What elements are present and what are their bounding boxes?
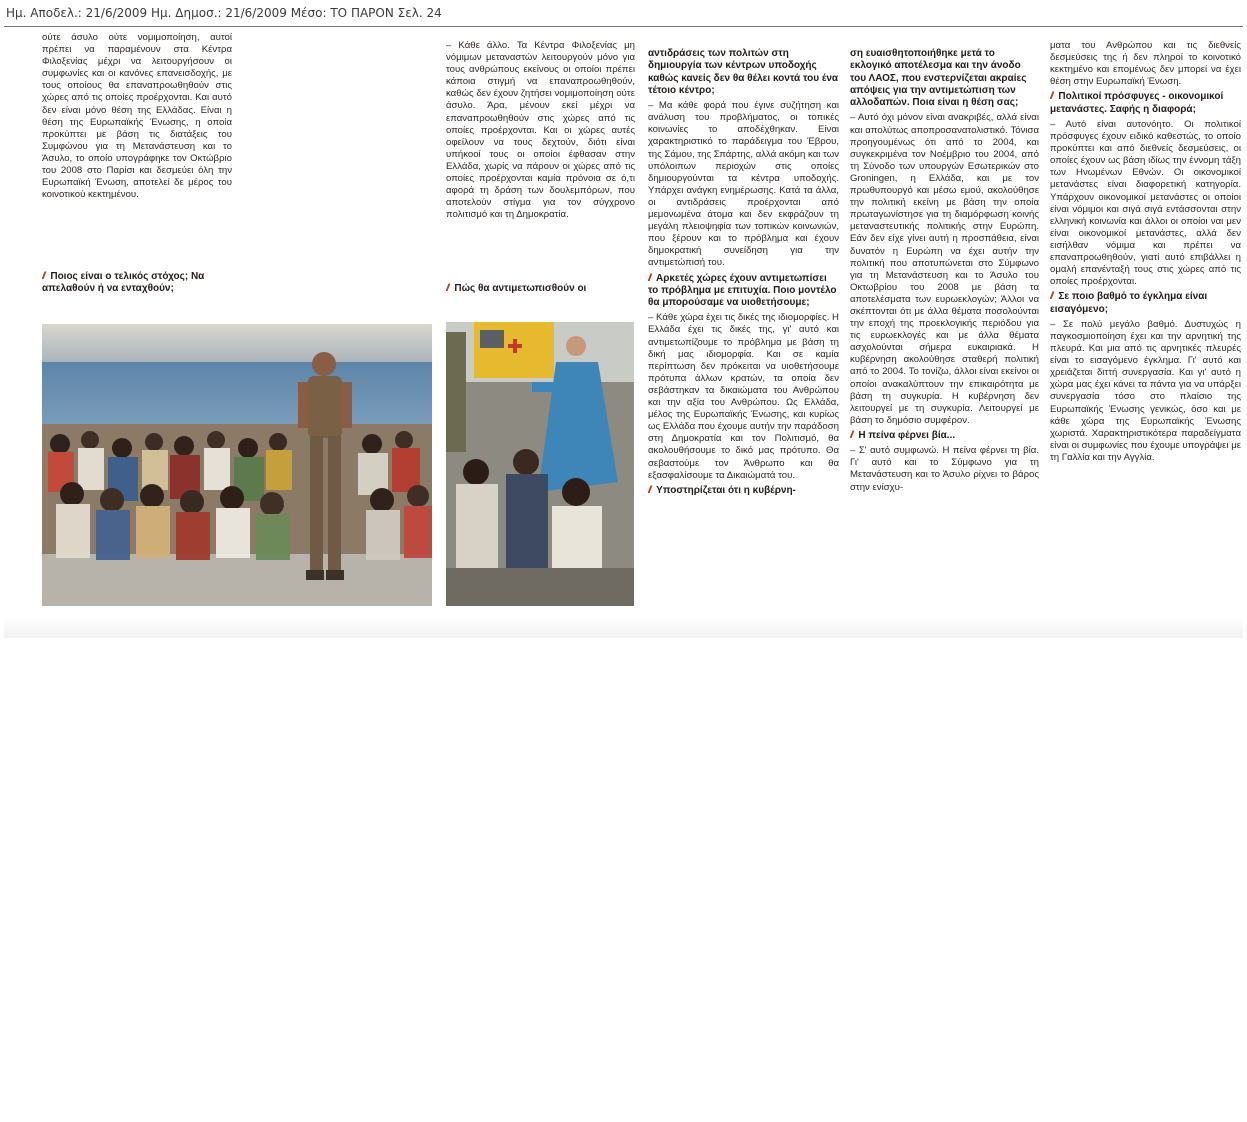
interview-question	[648, 485, 839, 497]
interview-question	[1050, 91, 1241, 116]
question-text: Σε ποιο βαθμό το έγκλημα είναι εισαγόμενο;	[1050, 291, 1208, 315]
interview-question	[446, 283, 635, 295]
paragraph: – Σε πολύ μεγάλο βαθμό. Δυστυχώς η παγκοσμιοποίηση έχει και την αρνητική της πλευρά. Και μια από τις αρνητικές πλευρές είναι το εισαγόμενο έγκλημα. Γι' αυτό και χρειάζεται διττή συνεργασία. Και γι' αυτό η χώρα μας έχει κάνει τα πάντα για να υπάρξει συνεργασία τόσο στο πλαίσιο της Ευρωπαϊκής Ένωσης γενικώς, όσο και με κάθε χώρα της Ευρωπαϊκής Ένωσης χωριστά. Χαρακτηριστικότερα παραδείγματα είναι οι συμφωνίες που έχουμε υπογράψει με τη Γαλλία και την Αγγλία.	[1050, 318, 1241, 463]
article-column-5	[1050, 40, 1241, 638]
paragraph: – Κάθε χώρα έχει τις δικές της ιδιομορφίες. Η Ελλάδα έχει τις δικές της, γι' αυτό και αντιμετωπίζουμε το πρόβλημα με βάση τη δική μας ιδιομορφία. Και σε καμία περίπτωση δεν πρόκειται να υιοθετήσουμε πρότυπα άλλων κρατών, τα οποία δεν σεβάστηκαν τα δικαιώματα του Ανθρώπου και την αξία του Ανθρώπου. Ως Ελλάδα, μέλος της Ευρωπαϊκής Ένωσης, και κυρίως ως Ελλάδα που έχουμε αυτήν την παράδοση στη Δημοκρατία και τον Πολιτισμό, θα ακολουθήσουμε το δικό μας πρότυπο. Θα σεβαστούμε τον Άνθρωπο και θα εξασφαλίσουμε τα Δικαιώματά του.	[648, 312, 839, 481]
paragraph: ματα του Ανθρώπου και τις διεθνείς δεσμεύσεις της ή δεν πληροί το κοινοτικό κεκτημένο και επομένως δεν μπορεί να έχει θέση στην Ευρωπαϊκή Ένωση.	[1050, 40, 1241, 88]
paragraph: – Αυτό είναι αυτονόητο. Οι πολιτικοί πρόσφυγες έχουν ειδικό καθεστώς, το οποίο προκύπτει και από διεθνείς δεσμεύσεις, οι οποίες έχουν ως βάση ιδίως την έννομη τάξη των Ηνωμένων Εθνών. Οι οικονομικοί μετανάστες είναι διαφορετική κατηγορία. Υπάρχουν οικονομικοί μετανάστες οι οποίοι είναι νόμιμοι και σιγά σιγά εντάσσονται στην ελληνική κοινωνία και άλλοι οι οποίοι ναι μεν είναι οικονομικοί μετανάστες, αλλά δεν εισήλθαν νόμιμα και πρέπει να επαναπροωθηθούν, γιατί αυτό επιβάλλει η ομαλή επανένταξή τους στις χώρες από τις οποίες προέρχονται.	[1050, 118, 1241, 288]
article-column-4	[850, 48, 1039, 638]
photo-migrants-on-deck-image	[42, 324, 432, 606]
paragraph: – Μα κάθε φορά που έγινε συζήτηση και ανάλυση του προβλήματος, οι τοπικές κοινωνίες το αποδέχθηκαν. Είναι χαρακτηριστικό το παράδειγμα του Έβρου, της Σάμου, της Σπάρτης, αλλά ακόμη και των υπόλοιπων περιοχών στις οποίες δημιουργούνται τα κέντρα υποδοχής. Υπάρχει ανάγκη ενημέρωσης. Κατά τα άλλα, οι αντιδράσεις προέρχονται από μεμονωμένα άτομα και δεν εκφράζουν τη μεγάλη πλειοψηφία των τοπικών κοινωνιών, που ξέρουν και το πρόβλημα και έχουν δημοκρατική συνείδηση για την αντιμετώπισή του.	[648, 100, 839, 269]
question-text: Αρκετές χώρες έχουν αντιμετωπίσει το πρόβλημα με επιτυχία. Ποιο μοντέλο θα μπορούσαμε να υιοθετήσουμε;	[648, 272, 837, 309]
article-column-1-question	[42, 268, 232, 304]
question-marker-icon: //	[648, 484, 650, 496]
interview-question	[1050, 291, 1241, 316]
question-text: Πολιτικοί πρόσφυγες - οικονομικοί μετανάστες. Σαφής η διαφορά;	[1050, 91, 1224, 115]
interview-question	[648, 273, 839, 310]
question-marker-icon: //	[446, 283, 448, 294]
clipping-metadata: Ημ. Αποδελ.: 21/6/2009 Ημ. Δημοσ.: 21/6/2009 Μέσο: ΤΟ ΠΑΡΟΝ Σελ. 24	[4, 5, 1243, 27]
paragraph: ούτε άσυλο ούτε νομιμοποίηση, αυτοί πρέπει να παραμένουν στα Κέντρα Φιλοξενίας μέχρι να λειτουργήσουν οι συμφωνίες και οι κανόνες επανεισδοχής, με τους οποίους θα επαναπροωθηθούν στις χώρες από τις οποίες προέρχονται. Και αυτό δεν είναι μόνο θέση της Ελλάδας. Είναι η θέση της Ευρωπαϊκής Ένωσης, η οποία προκύπτει με βάση τις διατάξεις του Συμφώνου για τη Μετανάστευση και το Άσυλο, το οποίο υπογράφηκε τον Οκτώβριο του 2008 στο Παρίσι και δεσμεύει όλη την Ευρωπαϊκή Ένωση, αποτελεί δε μέρος του κοινοτικού κεκτημένου.	[42, 32, 232, 201]
paragraph: – Κάθε άλλο. Τα Κέντρα Φιλοξενίας μη νόμιμων μεταναστών λειτουργούν μόνο για τους ανθρώπους εκείνους οι οποίοι πρέπει κάποια στιγμή να επαναπροωθηθούν, καθώς δεν έχουν ζητήσει νομιμοποίηση ούτε άσυλο. Άρα, μένουν εκεί μέχρι να επαναπροωθηθούν στις χώρες από τις οποίες προέρχονται. Και οι χώρες αυτές οφείλουν να τους δεχτούν, διότι είναι υπήκοοί τους οι οποίοι έφθασαν στην Ελλάδα, χωρίς να πάρουν οι χώρες από τις οποίες προέρχονται καμία πρόνοια σε ό,τι αφορά τη δράση των δουλεμπόρων, που αποτελούν στίγμα για τον σύγχρονο πολιτισμό και τη Δημοκρατία.	[446, 40, 635, 221]
question-marker-icon: //	[42, 271, 44, 282]
question-marker-icon: //	[850, 429, 852, 441]
photo-medical-aid-image	[446, 322, 634, 606]
paragraph: – Σ' αυτό συμφωνώ. Η πείνα φέρνει τη βία. Γι' αυτό και το Σύμφωνο για τη Μετανάστευση και το Άσυλο ρίχνει το βάρος στην ενίσχυ-	[850, 445, 1039, 493]
scan-edge-shadow	[4, 616, 1243, 638]
question-text: Ποιος είναι ο τελικός στόχος; Να απελαθούν ή να ενταχθούν;	[42, 271, 205, 295]
interview-question	[850, 430, 1039, 442]
article-column-1	[42, 32, 232, 304]
interview-question	[42, 271, 232, 296]
photo-medical-aid	[446, 322, 634, 606]
question-text: Πώς θα αντιμετωπισθούν οι	[454, 283, 587, 294]
question-marker-icon: //	[1050, 91, 1052, 103]
article-column-3	[648, 48, 839, 638]
photo-migrants-on-deck	[42, 324, 432, 606]
newspaper-clipping	[4, 28, 1243, 638]
question-text: Η πείνα φέρνει βία...	[858, 429, 956, 441]
paragraph: – Αυτό όχι μόνον είναι ανακριβές, αλλά είναι και απολύτως αποπροσανατολιστικό. Τόνισα προηγουμένως ότι από το 2004, και συγκεκριμένα τον Νοέμβριο του 2004, από τη Σύνοδο των υπουργών Εσωτερικών στο Groningen, η Ελλάδα, και με τον πρωθυπουργό και μέσω εμού, ακολούθησε την πολιτική εκείνη με βάση την οποία πρωταγωνίστησε για τη διαμόρφωση κοινής μεταναστευτικής πολιτικής στην Ευρώπη. Εάν δεν είχε γίνει αυτή η προσπάθεια, είναι δυνατόν η Ευρώπη να έχει αυτήν την πολιτική που αποτυπώνεται στο Σύμφωνο για τη Μετανάστευση και το Άσυλο του Οκτωβρίου του 2008 με βάση τα αποτελέσματα των ευρωεκλογών; Άλλοι να σκέπτονται ότι με άλλα θέματα ποσολούνται την εποχή της προεκλογικής περιόδου για τις ευρωεκλογές και με άλλα θέματα ασχολούνται σήμερα ευκαιριακά. Η κυβέρνηση ακολούθησε σταθερή πολιτική από το 2004. Το τονίζω, άλλοι είναι εκείνοι οι οποίοι ανακαλύπτουν την επικαιρότητα με βάση τη συγκυρία. Η κυβέρνηση δεν λειτουργεί με τη συγκυρία. Λειτουργεί με βάση το δημόσιο συμφέρον.	[850, 112, 1039, 426]
article-column-2-question	[446, 280, 635, 300]
interview-question: αντιδράσεις των πολιτών στη δημιουργία των κέντρων υποδοχής καθώς κανείς δεν θα θέλει κοντά του ένα τέτοιο κέντρο;	[648, 48, 839, 96]
article-column-2	[446, 40, 635, 308]
question-marker-icon: //	[648, 272, 650, 284]
question-marker-icon: //	[1050, 291, 1052, 303]
question-text: Υποστηρίζεται ότι η κυβέρνη-	[656, 484, 796, 496]
interview-question: ση ευαισθητοποιήθηκε μετά το εκλογικό αποτέλεσμα και την άνοδο του ΛΑΟΣ, που ενστερνίζεται ακραίες απόψεις για την αντιμετώπιση των αλλοδαπών. Ποια είναι η θέση σας;	[850, 48, 1027, 109]
